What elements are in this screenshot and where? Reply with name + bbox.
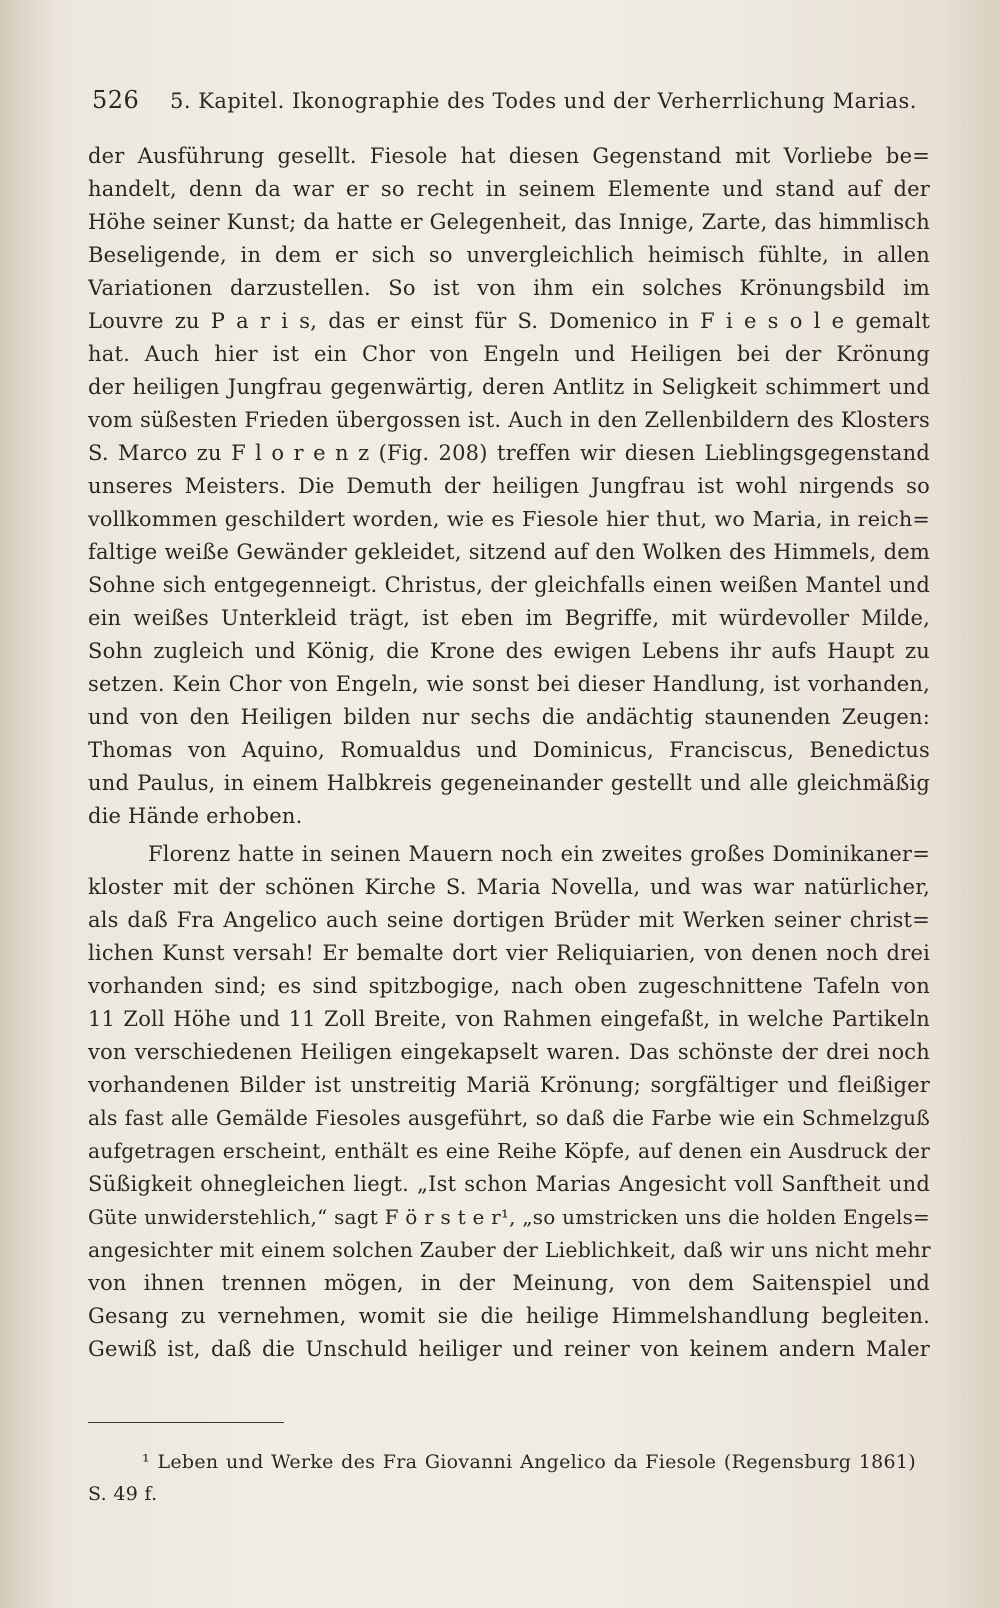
text-line: Sohn zugleich und König, die Krone des ewigen Lebens ihr aufs Haupt zu: [88, 639, 930, 663]
text-line: unseres Meisters. Die Demuth der heiligen Jungfrau ist wohl nirgends so: [88, 474, 930, 498]
text-line: setzen. Kein Chor von Engeln, wie sonst bei dieser Handlung, ist vorhanden,: [88, 672, 930, 696]
text-line: Variationen darzustellen. So ist von ihm ein solches Krönungsbild im: [88, 276, 930, 300]
text-line: handelt, denn da war er so recht in seinem Elemente und stand auf der: [88, 177, 930, 201]
text-line: und von den Heiligen bilden nur sechs die andächtig staunenden Zeugen:: [88, 705, 930, 729]
footnote-divider: [88, 1422, 284, 1423]
paragraph-start-line: Florenz hatte in seinen Mauern noch ein zweites großes Dominikaner=: [148, 842, 930, 866]
text-line: Beseligende, in dem er sich so unvergleichlich heimisch fühlte, in allen: [88, 243, 930, 267]
text-line: Thomas von Aquino, Romualdus und Dominicus, Franciscus, Benedictus: [88, 738, 930, 762]
text-line: Louvre zu P a r i s, das er einst für S. Domenico in F i e s o l e gemalt: [88, 309, 930, 333]
text-line: 11 Zoll Höhe und 11 Zoll Breite, von Rahmen eingefaßt, in welche Partikeln: [88, 1007, 930, 1031]
text-line: vorhandenen Bilder ist unstreitig Mariä Krönung; sorgfältiger und fleißiger: [88, 1073, 930, 1097]
text-line: lichen Kunst versah! Er bemalte dort vier Reliquiarien, von denen noch drei: [88, 941, 930, 965]
text-line: Gesang zu vernehmen, womit sie die heilige Himmelshandlung begleiten.: [88, 1304, 930, 1328]
footnote-line: ¹ Leben und Werke des Fra Giovanni Angelico da Fiesole (Regensburg 1861): [142, 1451, 916, 1473]
text-line: vorhanden sind; es sind spitzbogige, nach oben zugeschnittene Tafeln von: [88, 974, 930, 998]
text-line: angesichter mit einem solchen Zauber der Lieblichkeit, daß wir uns nicht mehr: [88, 1238, 931, 1262]
text-line: vom süßesten Frieden übergossen ist. Auch in den Zellenbildern des Klosters: [88, 408, 930, 432]
text-line: faltige weiße Gewänder gekleidet, sitzend auf den Wolken des Himmels, dem: [88, 540, 930, 564]
text-line: der heiligen Jungfrau gegenwärtig, deren Antlitz in Seligkeit schimmert und: [88, 375, 930, 399]
text-line: von ihnen trennen mögen, in der Meinung, von dem Saitenspiel und: [88, 1271, 930, 1295]
text-line: kloster mit der schönen Kirche S. Maria Novella, und was war natürlicher,: [88, 875, 930, 899]
footnote-line: S. 49 f.: [88, 1483, 158, 1505]
text-line: Süßigkeit ohnegleichen liegt. „Ist schon Marias Angesicht voll Sanftheit und: [88, 1172, 930, 1196]
paragraph-end-line: die Hände erhoben.: [88, 804, 303, 828]
text-line: S. Marco zu F l o r e n z (Fig. 208) treffen wir diesen Lieblingsgegenstand: [88, 441, 930, 465]
text-line: ein weißes Unterkleid trägt, ist eben im Begriffe, mit würdevoller Milde,: [88, 606, 930, 630]
text-line: hat. Auch hier ist ein Chor von Engeln und Heiligen bei der Krönung: [88, 342, 930, 366]
page-number: 526: [92, 86, 140, 114]
text-line: aufgetragen erscheint, enthält es eine Reihe Köpfe, auf denen ein Ausdruck der: [88, 1139, 930, 1163]
text-line: als daß Fra Angelico auch seine dortigen Brüder mit Werken seiner christ=: [88, 908, 930, 932]
text-line: und Paulus, in einem Halbkreis gegeneinander gestellt und alle gleichmäßig: [88, 771, 930, 795]
running-header: [92, 86, 922, 114]
text-line: Sohne sich entgegenneigt. Christus, der gleichfalls einen weißen Mantel und: [88, 573, 930, 597]
text-line: vollkommen geschildert worden, wie es Fiesole hier thut, wo Maria, in reich=: [88, 507, 930, 531]
running-title: 5. Kapitel. Ikonographie des Todes und der Verherrlichung Marias.: [170, 89, 917, 113]
text-line: Gewiß ist, daß die Unschuld heiliger und reiner von keinem andern Maler: [88, 1337, 930, 1361]
text-line: der Ausführung gesellt. Fiesole hat diesen Gegenstand mit Vorliebe be=: [88, 144, 930, 168]
text-line: als fast alle Gemälde Fiesoles ausgeführt, so daß die Farbe wie ein Schmelzguß: [88, 1106, 930, 1130]
text-line: von verschiedenen Heiligen eingekapselt waren. Das schönste der drei noch: [88, 1040, 930, 1064]
text-line: Güte unwiderstehlich,“ sagt F ö r s t e r¹, „so umstricken uns die holden Engels=: [88, 1205, 930, 1229]
text-line: Höhe seiner Kunst; da hatte er Gelegenheit, das Innige, Zarte, das himmlisch: [88, 210, 930, 234]
